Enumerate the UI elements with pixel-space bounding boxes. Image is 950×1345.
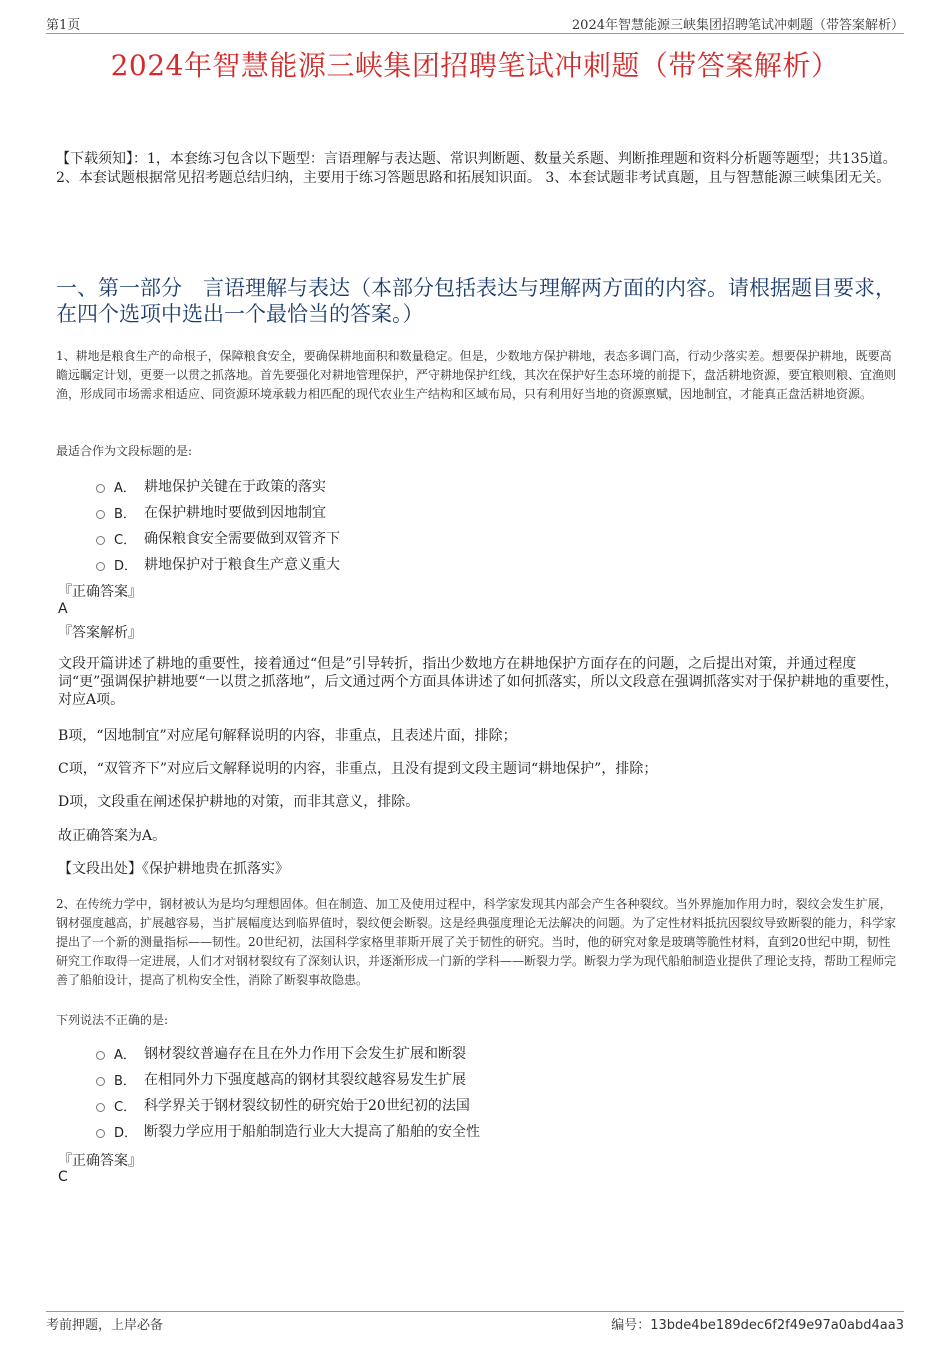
radio-icon[interactable] [96,510,105,519]
document-title: 2024年智慧能源三峡集团招聘笔试冲刺题（带答案解析） [110,49,840,82]
question-2-option-a[interactable] [96,1043,466,1063]
footer-divider [46,1311,904,1312]
question-2-prompt: 下列说法不正确的是: [56,1013,169,1027]
option-text: 耕地保护关键在于政策的落实 [144,479,326,495]
footer-slogan: 考前押题，上岸必备 [46,1318,164,1333]
question-1-source: 【文段出处】《保护耕地贵在抓落实》 [58,861,289,877]
question-1-analysis-para: 故正确答案为A。 [58,828,167,844]
option-letter: A． [114,1047,136,1063]
header-divider [46,33,904,34]
footer-code-value: 13bde4be189dec6f2f49e97a0abd4aa3 [650,1318,904,1333]
option-text: 耕地保护对于粮食生产意义重大 [144,557,340,573]
footer-code-label: 编号： [611,1318,651,1333]
option-text: 钢材裂纹普遍存在且在外力作用下会发生扩展和断裂 [144,1046,466,1062]
page-number: 第1页 [46,18,81,33]
question-1-option-a[interactable] [96,476,326,496]
option-text: 断裂力学应用于船舶制造行业大大提高了船舶的安全性 [144,1124,480,1140]
option-letter: D． [114,558,138,574]
question-1-answer-label: 『正确答案』 [58,584,142,600]
radio-icon[interactable] [96,562,105,571]
question-1-analysis-para: D项，文段重在阐述保护耕地的对策，而非其意义，排除。 [58,794,420,810]
option-letter: D． [114,1125,138,1141]
option-letter: A． [114,480,136,496]
option-letter: B． [114,506,136,522]
radio-icon[interactable] [96,1129,105,1138]
header-doc-title: 2024年智慧能源三峡集团招聘笔试冲刺题（带答案解析） [571,18,904,33]
radio-icon[interactable] [96,484,105,493]
question-1-answer: A [58,601,68,617]
option-letter: B． [114,1073,136,1089]
question-1-analysis-para: C项，“双管齐下”对应后文解释说明的内容，非重点，且没有提到文段主题词“耕地保护”，排除； [58,761,658,777]
question-2-option-d[interactable] [96,1121,480,1141]
question-1-analysis-label: 『答案解析』 [58,625,142,641]
option-text: 确保粮食安全需要做到双管齐下 [144,531,340,547]
question-1-passage: 1、耕地是粮食生产的命根子，保障粮食安全，要确保耕地面积和数量稳定。但是，少数地方保护耕地，表态多调门高，行动少落实差。想要保护耕地，既要高瞻远瞩定计划，更要一以贯之抓落地。首先要强化对耕地管理保护，严守耕地保护红线，其次在保护好生态环境的前提下，盘活耕地资源，要宜粮则粮、宜渔则渔，形成同市场需求相适应、同资源环境承载力相匹配的现代农业生产结构和区域布局，只有利用好当地的资源禀赋，因地制宜，才能真正盘活耕地资源。 [56,349,897,401]
footer-code [611,1314,904,1333]
question-2-answer: C [58,1169,68,1185]
radio-icon[interactable] [96,536,105,545]
download-notice: 【下载须知】：1，本套练习包含以下题型：言语理解与表达题、常识判断题、数量关系题、判断推理题和资料分析题等题型；共135道。 2、本套试题根据常见招考题总结归纳，主要用于练习答题思路和拓展知识面。 3、本套试题非考试真题，且与智慧能源三峡集团无关。 [56,151,897,186]
radio-icon[interactable] [96,1103,105,1112]
question-2-option-b[interactable] [96,1069,466,1089]
question-1-analysis-para: B项，“因地制宜”对应尾句解释说明的内容，非重点，且表述片面，排除； [58,728,517,744]
question-1-option-b[interactable] [96,502,326,522]
question-1-prompt: 最适合作为文段标题的是: [56,444,193,458]
question-2-answer-label: 『正确答案』 [58,1153,142,1169]
question-1-option-c[interactable] [96,528,340,548]
option-text: 科学界关于钢材裂纹韧性的研究始于20世纪初的法国 [144,1098,470,1114]
option-text: 在相同外力下强度越高的钢材其裂纹越容易发生扩展 [144,1072,466,1088]
option-letter: C． [114,532,137,548]
question-1-analysis-para: 文段开篇讲述了耕地的重要性，接着通过“但是”引导转折，指出少数地方在耕地保护方面存在的问题，之后提出对策，并通过程度词“更”强调保护耕地要“一以贯之抓落地”，后文通过两个方面具体讲述了如何抓落实，所以文段意在强调抓落实对于保护耕地的重要性，对应A项。 [58,656,899,708]
section-title: 一、第一部分 言语理解与表达（本部分包括表达与理解两方面的内容。请根据题目要求，在四个选项中选出一个最恰当的答案。） [56,276,896,326]
option-letter: C． [114,1099,137,1115]
question-2-option-c[interactable] [96,1095,470,1115]
radio-icon[interactable] [96,1051,105,1060]
question-2-passage: 2、在传统力学中，钢材被认为是均匀理想固体。但在制造、加工及使用过程中，科学家发现其内部会产生各种裂纹。当外界施加作用力时，裂纹会发生扩展，钢材强度越高，扩展越容易，当扩展幅度达到临界值时，裂纹便会断裂。这是经典强度理论无法解决的问题。为了定性材料抵抗因裂纹导致断裂的能力，科学家提出了一个新的测量指标——韧性。20世纪初，法国科学家格里菲斯开展了关于韧性的研究。当时，他的研究对象是玻璃等脆性材料，直到20世纪中期，韧性研究工作取得一定进展，人们才对钢材裂纹有了深刻认识，并逐渐形成一门新的学科——断裂力学。断裂力学为现代船舶制造业提供了理论支持，帮助工程师完善了船舶设计，提高了机构安全性，消除了断裂事故隐患。 [56,897,897,987]
question-1-option-d[interactable] [96,554,340,574]
radio-icon[interactable] [96,1077,105,1086]
option-text: 在保护耕地时要做到因地制宜 [144,505,326,521]
